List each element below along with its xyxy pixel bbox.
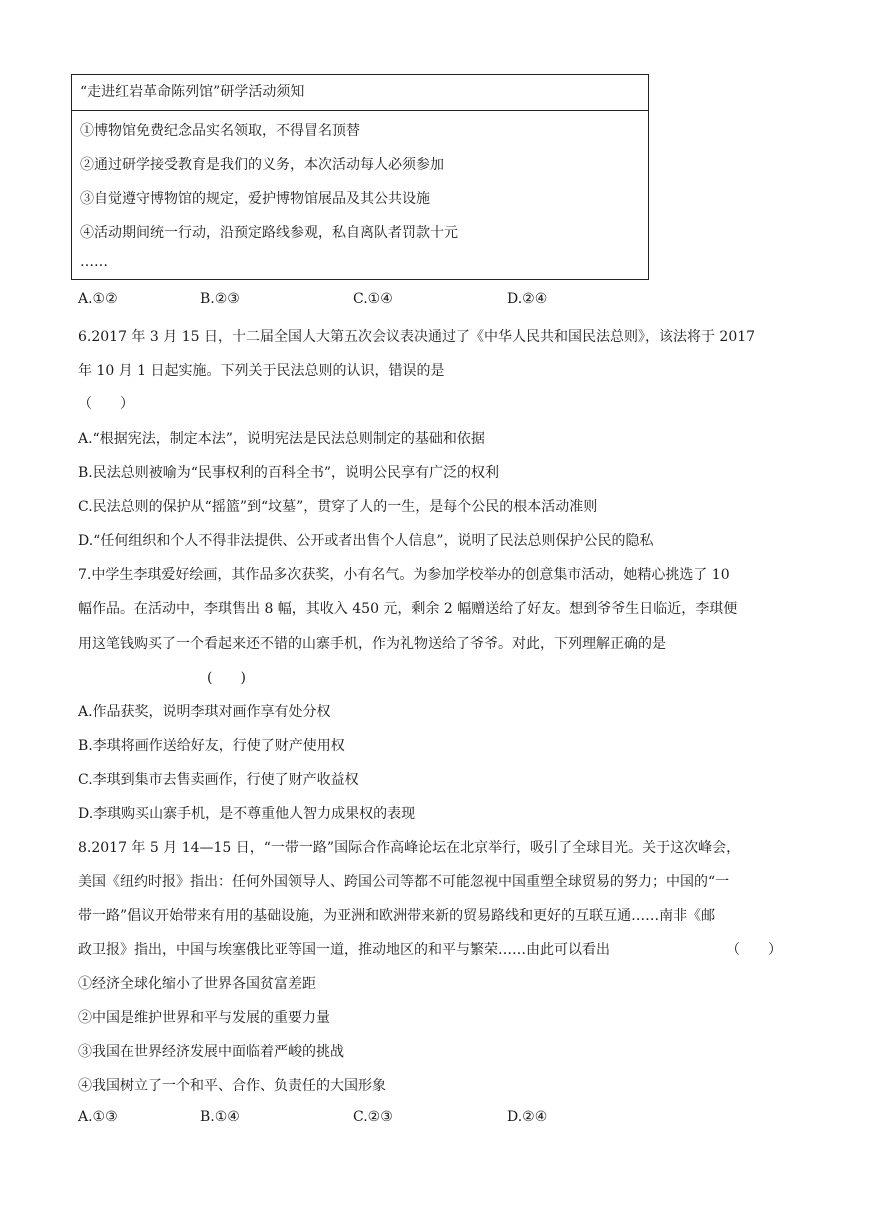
q7-option-a: A.作品获奖，说明李琪对画作享有处分权: [78, 704, 331, 720]
notice-item: ④活动期间统一行动，沿预定路线参观，私自离队者罚款十元: [80, 225, 458, 241]
q5-option-d: D.②④: [507, 291, 548, 307]
q7-answer-blank: ( ): [207, 670, 246, 686]
notice-item: ……: [80, 254, 108, 270]
notice-item: ①博物馆免费纪念品实名领取，不得冒名顶替: [80, 123, 360, 139]
q5-option-a: A.①②: [78, 291, 118, 307]
q6-option-b: B.民法总则被喻为“民事权利的百科全书”，说明公民享有广泛的权利: [78, 465, 500, 481]
q8-stem-line: 美国《纽约时报》指出：任何外国领导人、跨国公司等都不可能忽视中国重塑全球贸易的努力；中国的“一: [78, 874, 730, 890]
q7-stem-line: 用这笔钱购买了一个看起来还不错的山寨手机，作为礼物送给了爷爷。对此，下列理解正确的是: [78, 636, 666, 652]
q8-answer-blank: （ ）: [726, 942, 782, 958]
q6-answer-blank: （ ）: [78, 396, 134, 412]
notice-title: “走进红岩革命陈列馆”研学活动须知: [72, 75, 648, 111]
q8-option-c: C.②③: [353, 1109, 393, 1125]
q8-stem-line: 政卫报》指出，中国与埃塞俄比亚等国一道，推动地区的和平与繁荣……由此可以看出: [78, 942, 610, 958]
q7-option-d: D.李琪购买山寨手机，是不尊重他人智力成果权的表现: [78, 806, 416, 822]
q5-option-b: B.②③: [200, 291, 240, 307]
q8-stem-line: 8.2017 年 5 月 14—15 日，“一带一路”国际合作高峰论坛在北京举行，吸引了全球目光。关于这次峰会，: [78, 840, 741, 856]
q6-option-a: A.“根据宪法，制定本法”，说明宪法是民法总则制定的基础和依据: [78, 431, 485, 447]
q8-stem-line: 带一路”倡议开始带来有用的基础设施，为亚洲和欧洲带来新的贸易路线和更好的互联互通……南非《邮: [78, 908, 716, 924]
q7-option-b: B.李琪将画作送给好友，行使了财产使用权: [78, 738, 345, 754]
q6-stem-line: 年 10 月 1 日起实施。下列关于民法总则的认识，错误的是: [78, 363, 445, 379]
q8-option-d: D.②④: [507, 1109, 548, 1125]
q6-stem-line: 6.2017 年 3 月 15 日，十二届全国人大第五次会议表决通过了《中华人民共和国民法总则》，该法将于 2017: [78, 329, 756, 345]
notice-box: [71, 74, 649, 280]
q8-statement: ④我国树立了一个和平、合作、负责任的大国形象: [78, 1078, 386, 1094]
q8-statement: ②中国是维护世界和平与发展的重要力量: [78, 1010, 330, 1026]
q7-stem-line: 幅作品。在活动中，李琪售出 8 幅，其收入 450 元，剩余 2 幅赠送给了好友。想到爷爷生日临近，李琪便: [78, 601, 738, 617]
q7-option-c: C.李琪到集市去售卖画作，行使了财产收益权: [78, 772, 359, 788]
q7-stem-line: 7.中学生李琪爱好绘画，其作品多次获奖，小有名气。为参加学校举办的创意集市活动，她精心挑选了 10: [78, 567, 730, 583]
q5-option-c: C.①④: [353, 291, 393, 307]
q8-statement: ①经济全球化缩小了世界各国贫富差距: [78, 976, 316, 992]
q6-option-d: D.“任何组织和个人不得非法提供、公开或者出售个人信息”，说明了民法总则保护公民的隐私: [78, 533, 654, 549]
q8-option-a: A.①③: [78, 1109, 118, 1125]
q8-option-b: B.①④: [200, 1109, 240, 1125]
q6-option-c: C.民法总则的保护从“摇篮”到“坟墓”，贯穿了人的一生，是每个公民的根本活动准则: [78, 499, 598, 515]
q8-statement: ③我国在世界经济发展中面临着严峻的挑战: [78, 1044, 344, 1060]
notice-item: ③自觉遵守博物馆的规定，爱护博物馆展品及其公共设施: [80, 191, 430, 207]
notice-item: ②通过研学接受教育是我们的义务，本次活动每人必须参加: [80, 157, 444, 173]
